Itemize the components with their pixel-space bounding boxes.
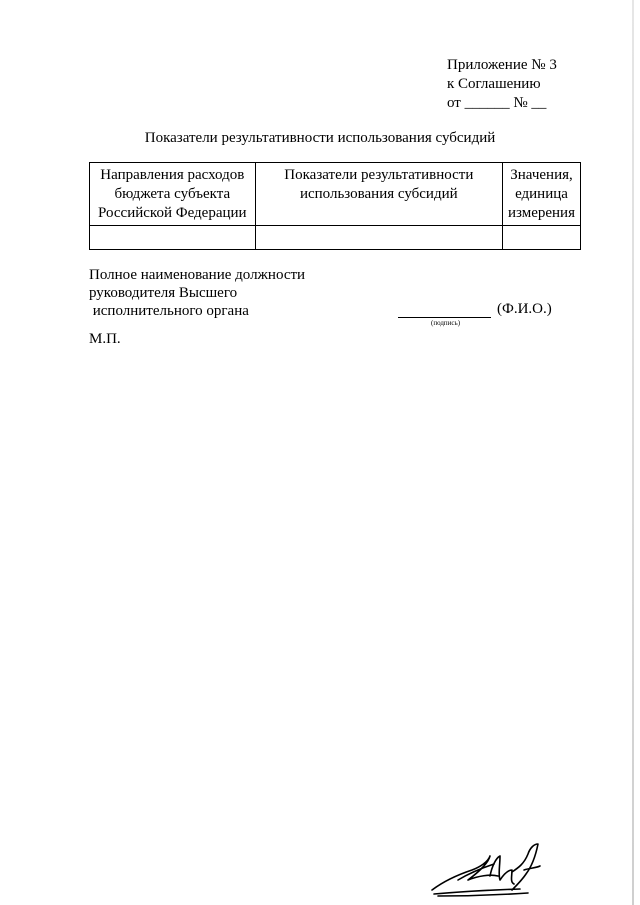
- handwritten-signature: [428, 840, 552, 900]
- appendix-number: Приложение № 3: [447, 57, 557, 73]
- position-line: руководителя Высшего: [89, 285, 238, 301]
- table-cell: [90, 226, 256, 250]
- appendix-date-number: от ______ № __: [447, 95, 547, 111]
- official-position: [89, 266, 305, 320]
- document-title: Показатели результативности использования субсидий: [144, 130, 496, 146]
- stamp-place: М.П.: [89, 331, 121, 347]
- table-row: [90, 226, 581, 250]
- indicators-table: [89, 162, 581, 250]
- full-name-placeholder: (Ф.И.О.): [497, 301, 552, 317]
- appendix-header: [447, 56, 557, 113]
- header-values-units: Значения, единица измерения: [503, 163, 581, 226]
- header-performance-indicators: Показатели результативности использования субсидий: [255, 163, 502, 226]
- position-line: Полное наименование должности: [89, 267, 306, 283]
- position-line: исполнительного органа: [89, 303, 249, 319]
- table-header-row: [90, 163, 581, 226]
- table-cell: [255, 226, 502, 250]
- header-expense-directions: Направления расходов бюджета субъекта Российской Федерации: [90, 163, 256, 226]
- signature-caption: (подпись): [431, 319, 461, 327]
- table-cell: [503, 226, 581, 250]
- appendix-agreement: к Соглашению: [447, 76, 541, 92]
- signature-line: [398, 317, 491, 318]
